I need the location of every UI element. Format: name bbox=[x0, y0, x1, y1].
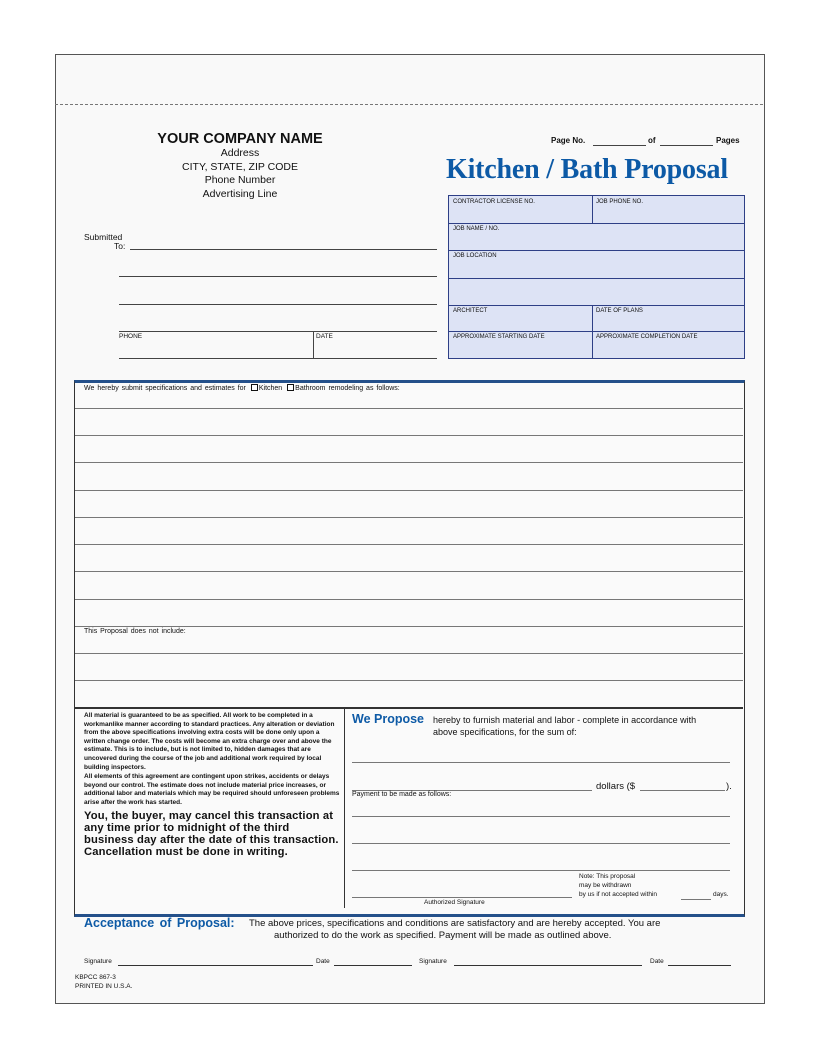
spec-line[interactable] bbox=[75, 408, 743, 409]
company-address: Address bbox=[220, 147, 260, 159]
propose-text-1: hereby to furnish material and labor - complete in accordance with bbox=[433, 715, 697, 725]
legal-para-2: All elements of this agreement are contingent upon strikes, accidents or delays beyond our control. The estimate does not include material price increases, or additional labor and materials which may be required should unforeseen problems arise after the work has started. bbox=[84, 773, 340, 806]
we-propose-heading: We Propose bbox=[352, 712, 425, 726]
submitted-label: Submitted bbox=[84, 232, 123, 242]
not-include-line[interactable] bbox=[75, 680, 743, 681]
company-phone: Phone Number bbox=[204, 174, 276, 186]
buyer-signature-label: Signature bbox=[84, 958, 112, 965]
note-line-1: Note: This proposal bbox=[579, 873, 636, 880]
acceptance-text-1: The above prices, specifications and conditions are satisfactory and are hereby accepted. You are bbox=[249, 918, 661, 929]
date-of-plans-field[interactable]: DATE OF PLANS bbox=[596, 308, 643, 314]
spec-line[interactable] bbox=[75, 544, 743, 545]
authorized-signature-line[interactable] bbox=[352, 897, 572, 898]
spec-line[interactable] bbox=[75, 517, 743, 518]
buyer-signature-line[interactable] bbox=[118, 965, 313, 966]
acceptance-heading: Acceptance of Proposal: bbox=[84, 916, 235, 930]
spec-line[interactable] bbox=[75, 490, 743, 491]
phone-label: PHONE bbox=[119, 333, 143, 340]
submitted-to-label: To: bbox=[114, 241, 126, 251]
buyer-date-line[interactable] bbox=[334, 965, 412, 966]
spec-line[interactable] bbox=[75, 626, 743, 627]
phone-date-bottom-line[interactable] bbox=[119, 358, 437, 359]
page-no-label: Page No. bbox=[551, 136, 586, 145]
date-label: DATE bbox=[316, 333, 333, 340]
company-name: YOUR COMPANY NAME bbox=[157, 131, 323, 147]
form-title: Kitchen / Bath Proposal bbox=[446, 154, 728, 185]
printed-label: PRINTED IN U.S.A. bbox=[75, 983, 133, 990]
form-code: KBPCC 867-3 bbox=[75, 974, 116, 981]
payment-line[interactable] bbox=[352, 816, 730, 817]
acceptance-text-2: authorized to do the work as specified. Payment will be made as outlined above. bbox=[274, 930, 612, 941]
propose-text-2: above specifications, for the sum of: bbox=[433, 727, 577, 737]
not-include-line[interactable] bbox=[75, 653, 743, 654]
legal-block bbox=[84, 712, 341, 858]
note-line-2: may be withdrawn bbox=[579, 882, 632, 889]
kitchen-label: Kitchen bbox=[258, 385, 283, 392]
not-include-label: This Proposal does not include: bbox=[84, 628, 186, 635]
perforation-line bbox=[55, 104, 763, 105]
legal-divider bbox=[344, 708, 345, 908]
page-of-label: of bbox=[648, 136, 656, 145]
cobuyer-date-line[interactable] bbox=[668, 965, 731, 966]
authorized-signature-label: Authorized Signature bbox=[424, 899, 485, 906]
payment-line[interactable] bbox=[352, 870, 730, 871]
company-city: CITY, STATE, ZIP CODE bbox=[182, 160, 298, 173]
days-field[interactable] bbox=[681, 899, 711, 900]
architect-field[interactable]: ARCHITECT bbox=[453, 308, 488, 314]
page-no-field[interactable] bbox=[593, 145, 646, 146]
payment-label: Payment to be made as follows: bbox=[352, 791, 452, 798]
cancellation-notice: You, the buyer, may cancel this transaction at any time prior to midnight of the third business day after the date of this transaction. Cancellation must be done in writing. bbox=[84, 809, 339, 859]
specs-intro-suffix: remodeling as follows: bbox=[328, 385, 400, 392]
bathroom-checkbox[interactable] bbox=[287, 384, 294, 391]
kitchen-checkbox[interactable] bbox=[251, 384, 258, 391]
specs-intro bbox=[84, 384, 400, 392]
cobuyer-date-label: Date bbox=[650, 958, 664, 965]
sum-line[interactable] bbox=[352, 762, 730, 763]
dollars-close: ). bbox=[726, 781, 732, 792]
submitted-to-line-1[interactable] bbox=[130, 249, 437, 250]
approx-start-field[interactable]: APPROXIMATE STARTING DATE bbox=[453, 334, 545, 340]
phone-date-divider bbox=[313, 331, 314, 358]
phone-date-top-line bbox=[119, 331, 437, 332]
job-phone-field[interactable]: JOB PHONE NO. bbox=[596, 199, 644, 205]
cobuyer-signature-line[interactable] bbox=[454, 965, 642, 966]
job-info-box bbox=[448, 195, 745, 359]
pages-label: Pages bbox=[716, 136, 740, 145]
dollars-label: dollars ($ bbox=[596, 781, 636, 792]
buyer-date-label: Date bbox=[316, 958, 330, 965]
submitted-to-line-2[interactable] bbox=[119, 276, 437, 277]
specs-intro-prefix: We hereby submit specifications and estimates for bbox=[84, 385, 246, 392]
spec-line[interactable] bbox=[75, 571, 743, 572]
note-days: days. bbox=[713, 891, 729, 898]
company-block bbox=[120, 131, 360, 201]
section-divider bbox=[75, 707, 743, 709]
spec-line[interactable] bbox=[75, 435, 743, 436]
payment-line[interactable] bbox=[352, 843, 730, 844]
job-location-field[interactable]: JOB LOCATION bbox=[453, 253, 497, 259]
bathroom-label: Bathroom bbox=[295, 385, 326, 392]
submitted-to-line-3[interactable] bbox=[119, 304, 437, 305]
legal-para-1: All material is guaranteed to be as specified. All work to be completed in a workmanlike manner according to standard practices. Any alteration or deviation from the above specifications involving extra costs will be done only upon a written change order. The costs will become an extra charge over and above the estimate. This is to include, but is not limited to, hidden damages that are uncovered during the course of the job and additional work required by local building inspectors. bbox=[84, 712, 335, 771]
page-total-field[interactable] bbox=[660, 145, 713, 146]
approx-completion-field[interactable]: APPROXIMATE COMPLETION DATE bbox=[596, 334, 698, 340]
contractor-license-field[interactable]: CONTRACTOR LICENSE NO. bbox=[453, 199, 535, 205]
cobuyer-signature-label: Signature bbox=[419, 958, 447, 965]
spec-line[interactable] bbox=[75, 462, 743, 463]
note-line-3: by us if not accepted within bbox=[579, 891, 658, 898]
job-name-field[interactable]: JOB NAME / NO. bbox=[453, 226, 500, 232]
spec-line[interactable] bbox=[75, 599, 743, 600]
dollars-amount-field[interactable] bbox=[640, 790, 725, 791]
company-advertising: Advertising Line bbox=[202, 187, 278, 200]
